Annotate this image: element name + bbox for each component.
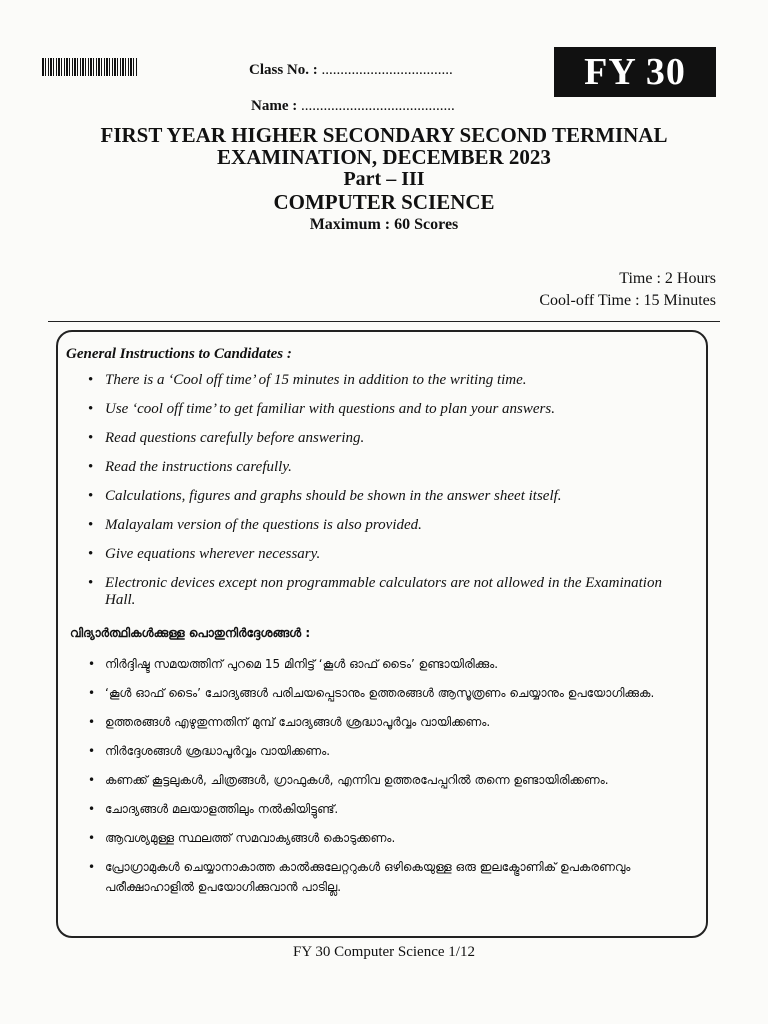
exam-title-line2: EXAMINATION, DECEMBER 2023: [217, 145, 551, 169]
instruction-item-ml: • നിർദ്ദിഷ്ട സമയത്തിന് പുറമെ 15 മിനിട്ട് ‘കൂൾ ഓഫ് ടൈം’ ഉണ്ടായിരിക്കും.: [88, 654, 698, 674]
page-footer: FY 30 Computer Science 1/12: [293, 944, 475, 960]
time-info: [539, 268, 716, 312]
instruction-item-ml: • കണക്ക് കൂട്ടലുകൾ, ചിത്രങ്ങൾ, ഗ്രാഫുകൾ, എന്നിവ ഉത്തരപേപ്പറിൽ തന്നെ ഉണ്ടായിരിക്കണം.: [88, 770, 698, 790]
instruction-item-en: • Use ‘cool off time’ to get familiar with questions and to plan your answers.: [88, 401, 688, 418]
exam-time: Time : 2 Hours: [619, 270, 716, 287]
exam-subject: COMPUTER SCIENCE: [273, 190, 495, 214]
instruction-item-ml: • നിർദ്ദേശങ്ങൾ ശ്രദ്ധാപൂർവ്വം വായിക്കണം.: [88, 741, 698, 761]
instruction-item-en: • Malayalam version of the questions is also provided.: [88, 517, 688, 534]
instruction-item-ml: • ചോദ്യങ്ങൾ മലയാളത്തിലും നൽകിയിട്ടുണ്ട്.: [88, 799, 698, 819]
name-label: Name :: [251, 98, 298, 114]
instruction-item-en: • Read questions carefully before answering.: [88, 430, 688, 447]
instructions-list-en: [88, 372, 688, 621]
class-no-dots: ...................................: [321, 62, 453, 78]
cool-off-time: Cool-off Time : 15 Minutes: [539, 292, 716, 309]
name-field: [251, 98, 455, 115]
instruction-item-ml: • ‘കൂൾ ഓഫ് ടൈം’ ചോദ്യങ്ങൾ പരിചയപ്പെടാനും ഉത്തരങ്ങൾ ആസൂത്രണം ചെയ്യാനും ഉപയോഗിക്കുക.: [88, 683, 698, 703]
paper-code-badge: FY 30: [554, 47, 716, 97]
instructions-heading-en: General Instructions to Candidates :: [66, 346, 292, 362]
instruction-item-ml: • ആവശ്യമുള്ള സ്ഥലത്ത് സമവാക്യങ്ങൾ കൊടുക്കണം.: [88, 828, 698, 848]
max-score: Maximum : 60 Scores: [309, 216, 459, 233]
exam-header: [0, 124, 768, 236]
divider: [48, 321, 720, 322]
class-no-field: [249, 62, 453, 79]
instructions-heading-ml: വിദ്യാർത്ഥികൾക്കുള്ള പൊതുനിർദ്ദേശങ്ങൾ :: [70, 626, 311, 640]
instruction-item-ml: • ഉത്തരങ്ങൾ എഴുതുന്നതിന് മുമ്പ് ചോദ്യങ്ങൾ ശ്രദ്ധാപൂർവ്വം വായിക്കണം.: [88, 712, 698, 732]
class-no-label: Class No. :: [249, 62, 318, 78]
instructions-list-ml: [88, 654, 698, 906]
instruction-item-en: • Read the instructions carefully.: [88, 459, 688, 476]
instruction-item-en: • Give equations wherever necessary.: [88, 546, 688, 563]
instruction-item-en: • There is a ‘Cool off time’ of 15 minutes in addition to the writing time.: [88, 372, 688, 389]
exam-part: Part – III: [343, 168, 425, 190]
name-dots: .........................................: [300, 98, 455, 114]
instruction-item-ml: • പ്രോഗ്രാമുകൾ ചെയ്യാനാകാത്ത കാൽക്കുലേറ്ററുകൾ ഒഴികെയുള്ള ഒരു ഇലക്ട്രോണിക് ഉപകരണവും പരീക്ഷാഹാളിൽ ഉപയോഗിക്കുവാൻ പാടില്ല.: [88, 857, 698, 897]
barcode: [42, 58, 138, 76]
instruction-item-en: • Calculations, figures and graphs should be shown in the answer sheet itself.: [88, 488, 688, 505]
instruction-item-en: • Electronic devices except non programmable calculators are not allowed in the Examination Hall.: [88, 575, 688, 609]
exam-title-line1: FIRST YEAR HIGHER SECONDARY SECOND TERMINAL: [100, 123, 668, 147]
